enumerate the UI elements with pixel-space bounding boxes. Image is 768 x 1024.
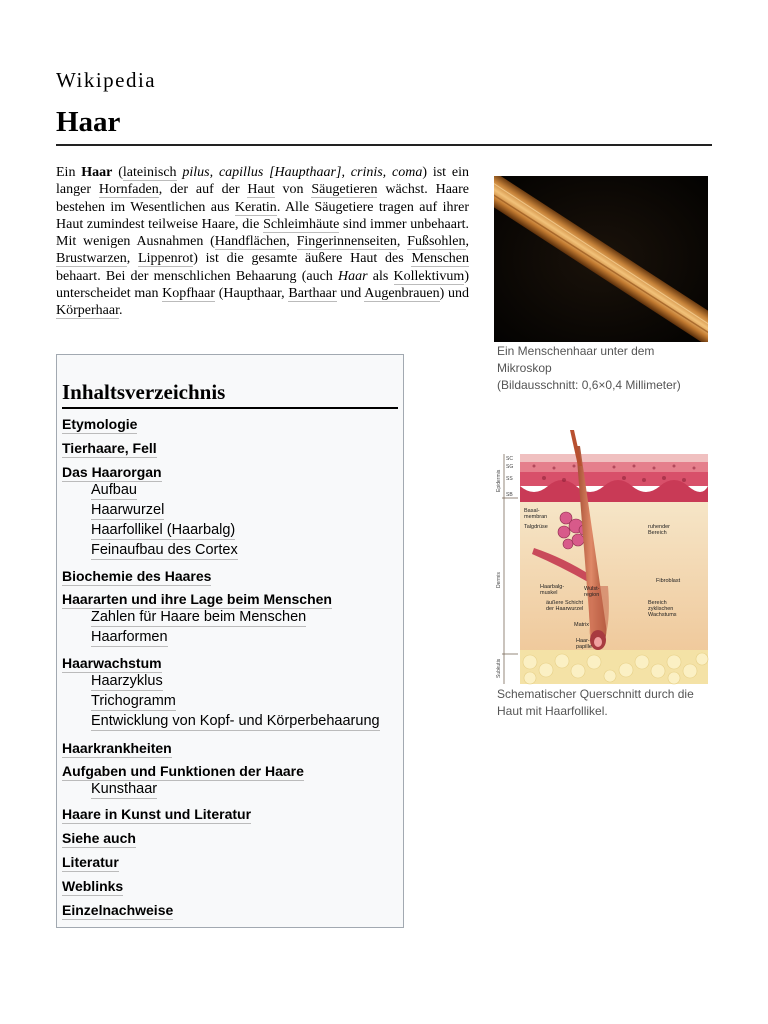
table-of-contents bbox=[56, 354, 404, 928]
link-augenbrauen[interactable]: Augenbrauen bbox=[364, 286, 440, 302]
link-kopfhaar[interactable]: Kopfhaar bbox=[162, 286, 216, 302]
link-fingerinnenseiten[interactable]: Fingerinnenseiten bbox=[296, 234, 397, 250]
toc-link[interactable]: Biochemie des Haares bbox=[62, 568, 212, 584]
toc-heading: Inhaltsverzeichnis bbox=[62, 379, 398, 409]
intro-text: ) und bbox=[439, 286, 469, 302]
intro-text: , bbox=[286, 234, 297, 250]
link-koerperhaar[interactable]: Körperhaar bbox=[56, 303, 119, 319]
intro-text: . Alle Säugetiere tragen auf ihrer Haut zumindest teilweise Haare, die bbox=[56, 199, 469, 232]
toc-sublink[interactable]: Haarformen bbox=[91, 629, 168, 645]
intro-text: von bbox=[274, 182, 312, 198]
page-title: Haar bbox=[56, 104, 712, 146]
label-epidermis: Epidermis bbox=[496, 469, 502, 492]
toc-sublink[interactable]: Zahlen für Haare beim Menschen bbox=[91, 609, 307, 625]
figure2-caption: Schematischer Querschnitt durch die Haut mit Haarfollikel. bbox=[497, 687, 694, 718]
label-haarbalgmuskel: Haarbalg-muskel bbox=[540, 584, 565, 596]
toc-subitem bbox=[62, 712, 380, 731]
toc-link[interactable]: Weblinks bbox=[62, 878, 124, 894]
intro-text: ) unterscheidet man bbox=[56, 268, 469, 302]
link-kollektivum[interactable]: Kollektivum bbox=[393, 268, 465, 284]
label-subkutis: Subkutis bbox=[496, 658, 502, 678]
toc-link[interactable]: Einzelnachweise bbox=[62, 902, 174, 918]
intro-text: sind immer unbehaart. Mit wenigen Ausnahmen ( bbox=[56, 216, 469, 250]
figure1-caption-line1: Ein Menschenhaar unter dem Mikroskop bbox=[497, 344, 655, 375]
skin-diagram bbox=[494, 426, 709, 686]
label-ss: SS bbox=[506, 476, 513, 482]
label-haarpapille: Haar-papille bbox=[576, 638, 592, 650]
figure1-caption bbox=[497, 343, 712, 394]
intro-text: , bbox=[465, 234, 470, 250]
toc-item bbox=[62, 567, 211, 586]
toc-sublink[interactable]: Feinaufbau des Cortex bbox=[91, 542, 238, 558]
toc-subitem bbox=[62, 692, 176, 711]
toc-item bbox=[62, 829, 136, 848]
link-schleimhaeute[interactable]: Schleimhäute bbox=[263, 216, 340, 232]
toc-subitem bbox=[62, 541, 238, 560]
link-saeugetieren[interactable]: Säugetieren bbox=[311, 182, 378, 198]
toc-subitem bbox=[62, 628, 168, 647]
toc-item bbox=[62, 439, 157, 458]
toc-item bbox=[62, 654, 162, 673]
toc-item bbox=[62, 877, 123, 896]
toc-item bbox=[62, 739, 172, 758]
intro-text: (Haupthaar, bbox=[215, 286, 289, 302]
label-sg: SG bbox=[506, 464, 514, 470]
toc-item bbox=[62, 590, 332, 609]
label-dermis: Dermis bbox=[496, 572, 502, 588]
toc-link[interactable]: Tierhaare, Fell bbox=[62, 440, 157, 456]
link-menschen[interactable]: Menschen bbox=[411, 251, 470, 267]
toc-link[interactable]: Haarwachstum bbox=[62, 655, 162, 671]
link-fusssohlen[interactable]: Fußsohlen bbox=[407, 234, 466, 250]
toc-sublink[interactable]: Kunsthaar bbox=[91, 781, 158, 797]
toc-item bbox=[62, 853, 119, 872]
toc-link[interactable]: Haararten und ihre Lage beim Menschen bbox=[62, 591, 332, 607]
toc-link[interactable]: Literatur bbox=[62, 854, 119, 870]
toc-item bbox=[62, 805, 251, 824]
toc-sublink[interactable]: Aufbau bbox=[91, 482, 137, 498]
toc-link[interactable]: Aufgaben und Funktionen der Haare bbox=[62, 763, 304, 779]
intro-text: wächst. Haare bestehen im Wesentlichen aus bbox=[56, 182, 469, 215]
toc-sublink[interactable]: Haarzyklus bbox=[91, 673, 163, 689]
toc-link[interactable]: Siehe auch bbox=[62, 830, 136, 846]
link-haut[interactable]: Haut bbox=[247, 182, 275, 198]
label-basalmembran: Basal-membran bbox=[524, 508, 548, 520]
link-brustwarzen[interactable]: Brustwarzen bbox=[56, 251, 127, 267]
toc-subitem bbox=[62, 501, 164, 520]
intro-paragraph bbox=[56, 164, 469, 320]
link-lateinisch[interactable]: lateinisch bbox=[122, 165, 177, 180]
latin-terms: pilus, capillus [Haupthaar], crinis, coma bbox=[176, 165, 423, 180]
toc-sublink[interactable]: Haarwurzel bbox=[91, 502, 165, 518]
label-wulstregion: Wulst-region bbox=[584, 586, 600, 598]
hair-microscope-graphic bbox=[494, 176, 708, 342]
label-aeussere-schicht: äußere Schicht der Haarwurzel bbox=[546, 600, 584, 612]
toc-subitem bbox=[62, 608, 306, 627]
link-barthaar[interactable]: Barthaar bbox=[288, 286, 337, 302]
label-sb: SB bbox=[506, 492, 513, 498]
figure1-caption-line2: (Bildausschnitt: 0,6×0,4 Millimeter) bbox=[497, 378, 681, 392]
toc-item bbox=[62, 901, 173, 920]
link-keratin[interactable]: Keratin bbox=[234, 199, 277, 215]
toc-sublink[interactable]: Trichogramm bbox=[91, 693, 176, 709]
label-matrix: Matrix bbox=[574, 622, 589, 628]
wikipedia-logo[interactable]: Wikipedia bbox=[56, 68, 157, 92]
intro-text: ) ist ein langer bbox=[56, 165, 469, 198]
label-sc: SC bbox=[506, 456, 513, 462]
toc-link[interactable]: Haare in Kunst und Literatur bbox=[62, 806, 252, 822]
toc-link[interactable]: Haarkrankheiten bbox=[62, 740, 172, 756]
intro-bold-term: Haar bbox=[81, 165, 113, 180]
link-handflaechen[interactable]: Handflächen bbox=[214, 234, 287, 250]
toc-subitem bbox=[62, 521, 235, 540]
intro-text: . bbox=[118, 303, 123, 319]
toc-subitem bbox=[62, 780, 157, 799]
label-fibroblast: Fibroblast bbox=[656, 578, 681, 584]
toc-link[interactable]: Etymologie bbox=[62, 416, 138, 432]
label-zyklisches-wachstum: Bereich zyklischen Wachstums bbox=[648, 600, 677, 618]
toc-sublink[interactable]: Entwicklung von Kopf- und Körperbehaarung bbox=[91, 713, 380, 729]
intro-text: behaart. Bei der menschlichen Behaarung (auch bbox=[56, 268, 338, 284]
skin-cross-section-image[interactable] bbox=[494, 426, 709, 686]
intro-text: , bbox=[396, 234, 408, 250]
toc-sublink[interactable]: Haarfollikel (Haarbalg) bbox=[91, 522, 236, 538]
label-talgdruese: Talgdrüse bbox=[524, 524, 548, 530]
haar-italic: Haar bbox=[338, 268, 368, 284]
intro-text: Ein bbox=[56, 165, 82, 180]
toc-item bbox=[62, 415, 137, 434]
toc-item bbox=[62, 463, 162, 482]
intro-text: und bbox=[336, 286, 365, 302]
label-ruhender-bereich: ruhender Bereich bbox=[648, 524, 671, 536]
hair-microscope-image[interactable] bbox=[494, 176, 708, 342]
intro-text: ( bbox=[112, 165, 123, 180]
link-lippenrot[interactable]: Lippenrot bbox=[138, 251, 194, 267]
intro-text: , der auf der bbox=[158, 182, 248, 198]
intro-text: , bbox=[126, 251, 139, 267]
toc-subitem bbox=[62, 672, 163, 691]
intro-text: als bbox=[367, 268, 394, 284]
link-hornfaden[interactable]: Hornfaden bbox=[98, 182, 159, 198]
toc-link[interactable]: Das Haarorgan bbox=[62, 464, 162, 480]
toc-item bbox=[62, 762, 304, 781]
intro-text: ) ist die gesamte äußere Haut des bbox=[193, 251, 412, 267]
toc-subitem bbox=[62, 481, 137, 500]
